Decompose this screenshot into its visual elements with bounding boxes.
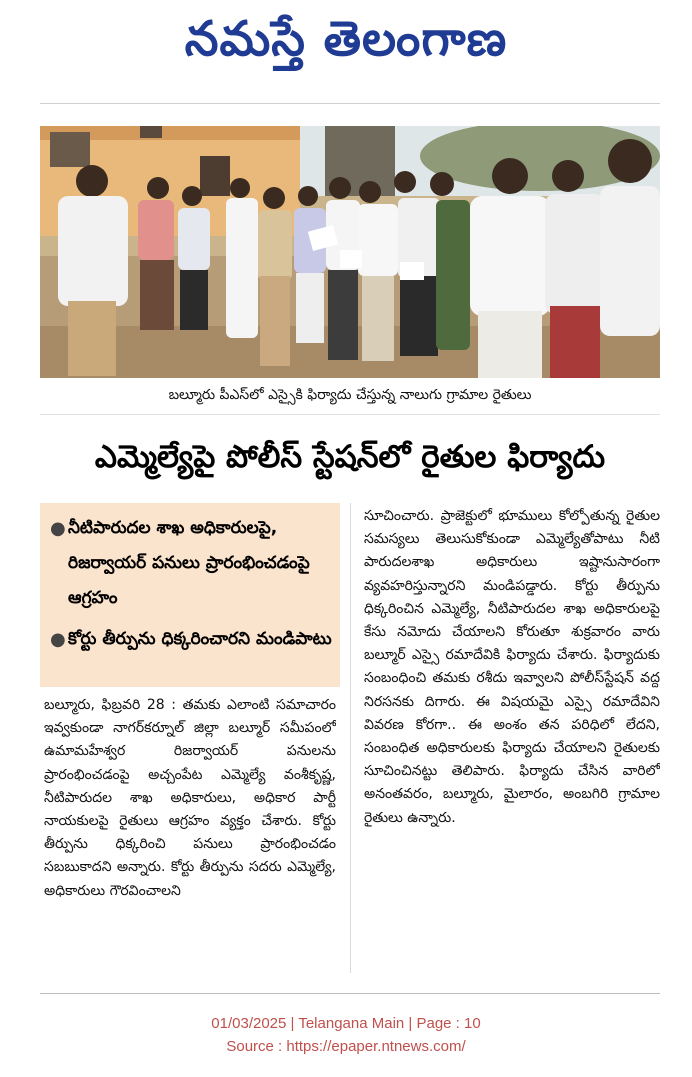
bullet-icon: ● [50, 629, 66, 650]
caption-divider [40, 414, 660, 415]
newspaper-masthead [0, 0, 692, 90]
highlight-text: నీటిపారుదల శాఖ అధికారులపై, రిజర్వాయర్ పనులు ప్రారంభించడంపై ఆగ్రహం [68, 518, 310, 608]
article-headline: ఎమ్మెల్యేపై పోలీస్ స్టేషన్‌లో రైతుల ఫిర్యాదు [94, 438, 606, 475]
photo-caption: బల్మూరు పీఎస్‌లో ఎస్సైకి ఫిర్యాదు చేస్తున్న నాలుగు గ్రామాల రైతులు [168, 386, 532, 403]
highlight-item [50, 511, 332, 616]
news-photo [40, 126, 660, 378]
masthead-divider [40, 103, 660, 104]
source-link[interactable]: Source : https://epaper.ntnews.com/ [226, 1038, 466, 1055]
article-body-right: సూచించారు. ప్రాజెక్టులో భూములు కోల్పోతున్న రైతుల సమస్యలు తెలుసుకోకుండా ఎమ్మెల్యేతోపాటు నీటి పారుదలశాఖ అధికారులు ఇష్టానుసారంగా వ్యవహరిస్తున్నారని మండిపడ్డారు. కోర్టు తీర్పును ధిక్కరించిన ఎమ్మెల్యే, నీటిపారుదల శాఖ అధికారులపై కేసు నమోదు చేయాలని కోరుతూ శుక్రవారం వారు బల్మూర్ ఎస్సై రమాదేవికి ఫిర్యాదు చేశారు. ఫిర్యాదుకు సంబంధించి తమకు రశీదు ఇవ్వాలని పోలీస్‌స్టేషన్ వద్ద నిరసనకు దిగారు. ఈ విషయమై ఎస్సై రమాదేవిని వివరణ కోరగా.. ఈ అంశం తన పరిధిలో లేదని, సంబంధిత అధికారులకు ఫిర్యాదు చేయాలని రైతులకు సూచించినట్టు తెలిపారు. ఫిర్యాదు చేసిన వారిలో అనంతవరం, బల్మూరు, మైలారం, అంబగిరి గ్రామాల రైతులు ఉన్నారు. [364, 508, 660, 826]
highlights-box [40, 503, 340, 687]
column-divider [350, 503, 351, 973]
highlight-text: కోర్టు తీర్పును ధిక్కరించారని మండిపాటు [68, 629, 332, 649]
masthead-title: నమస్తే తెలంగాణ [184, 11, 508, 67]
footer-divider [40, 993, 660, 994]
bullet-icon: ● [50, 518, 66, 539]
news-photo-illustration [40, 126, 660, 378]
edition-info: 01/03/2025 | Telangana Main | Page : 10 [211, 1015, 481, 1032]
article-body-left: బల్మూరు, ఫిబ్రవరి 28 : తమకు ఎలాంటి సమాచారం ఇవ్వకుండా నాగర్‌కర్నూల్ జిల్లా బల్మూర్ సమీపంలో ఉమామహేశ్వర రిజర్వాయర్ పనులను ప్రారంభించడంపై అచ్చంపేట ఎమ్మెల్యే వంశీకృష్ణ, నీటిపారుదల శాఖ అధికారులు, అధికార పార్టీ నాయకులపై రైతులు ఆగ్రహం వ్యక్తం చేశారు. కోర్టు తీర్పును ధిక్కరించి పనులు ప్రారంభించడం సబబుకాదని అన్నారు. కోర్టు తీర్పును సదరు ఎమ్మెల్యే, అధికారులు గౌరవించాలని [44, 697, 336, 899]
highlight-item [50, 622, 332, 658]
